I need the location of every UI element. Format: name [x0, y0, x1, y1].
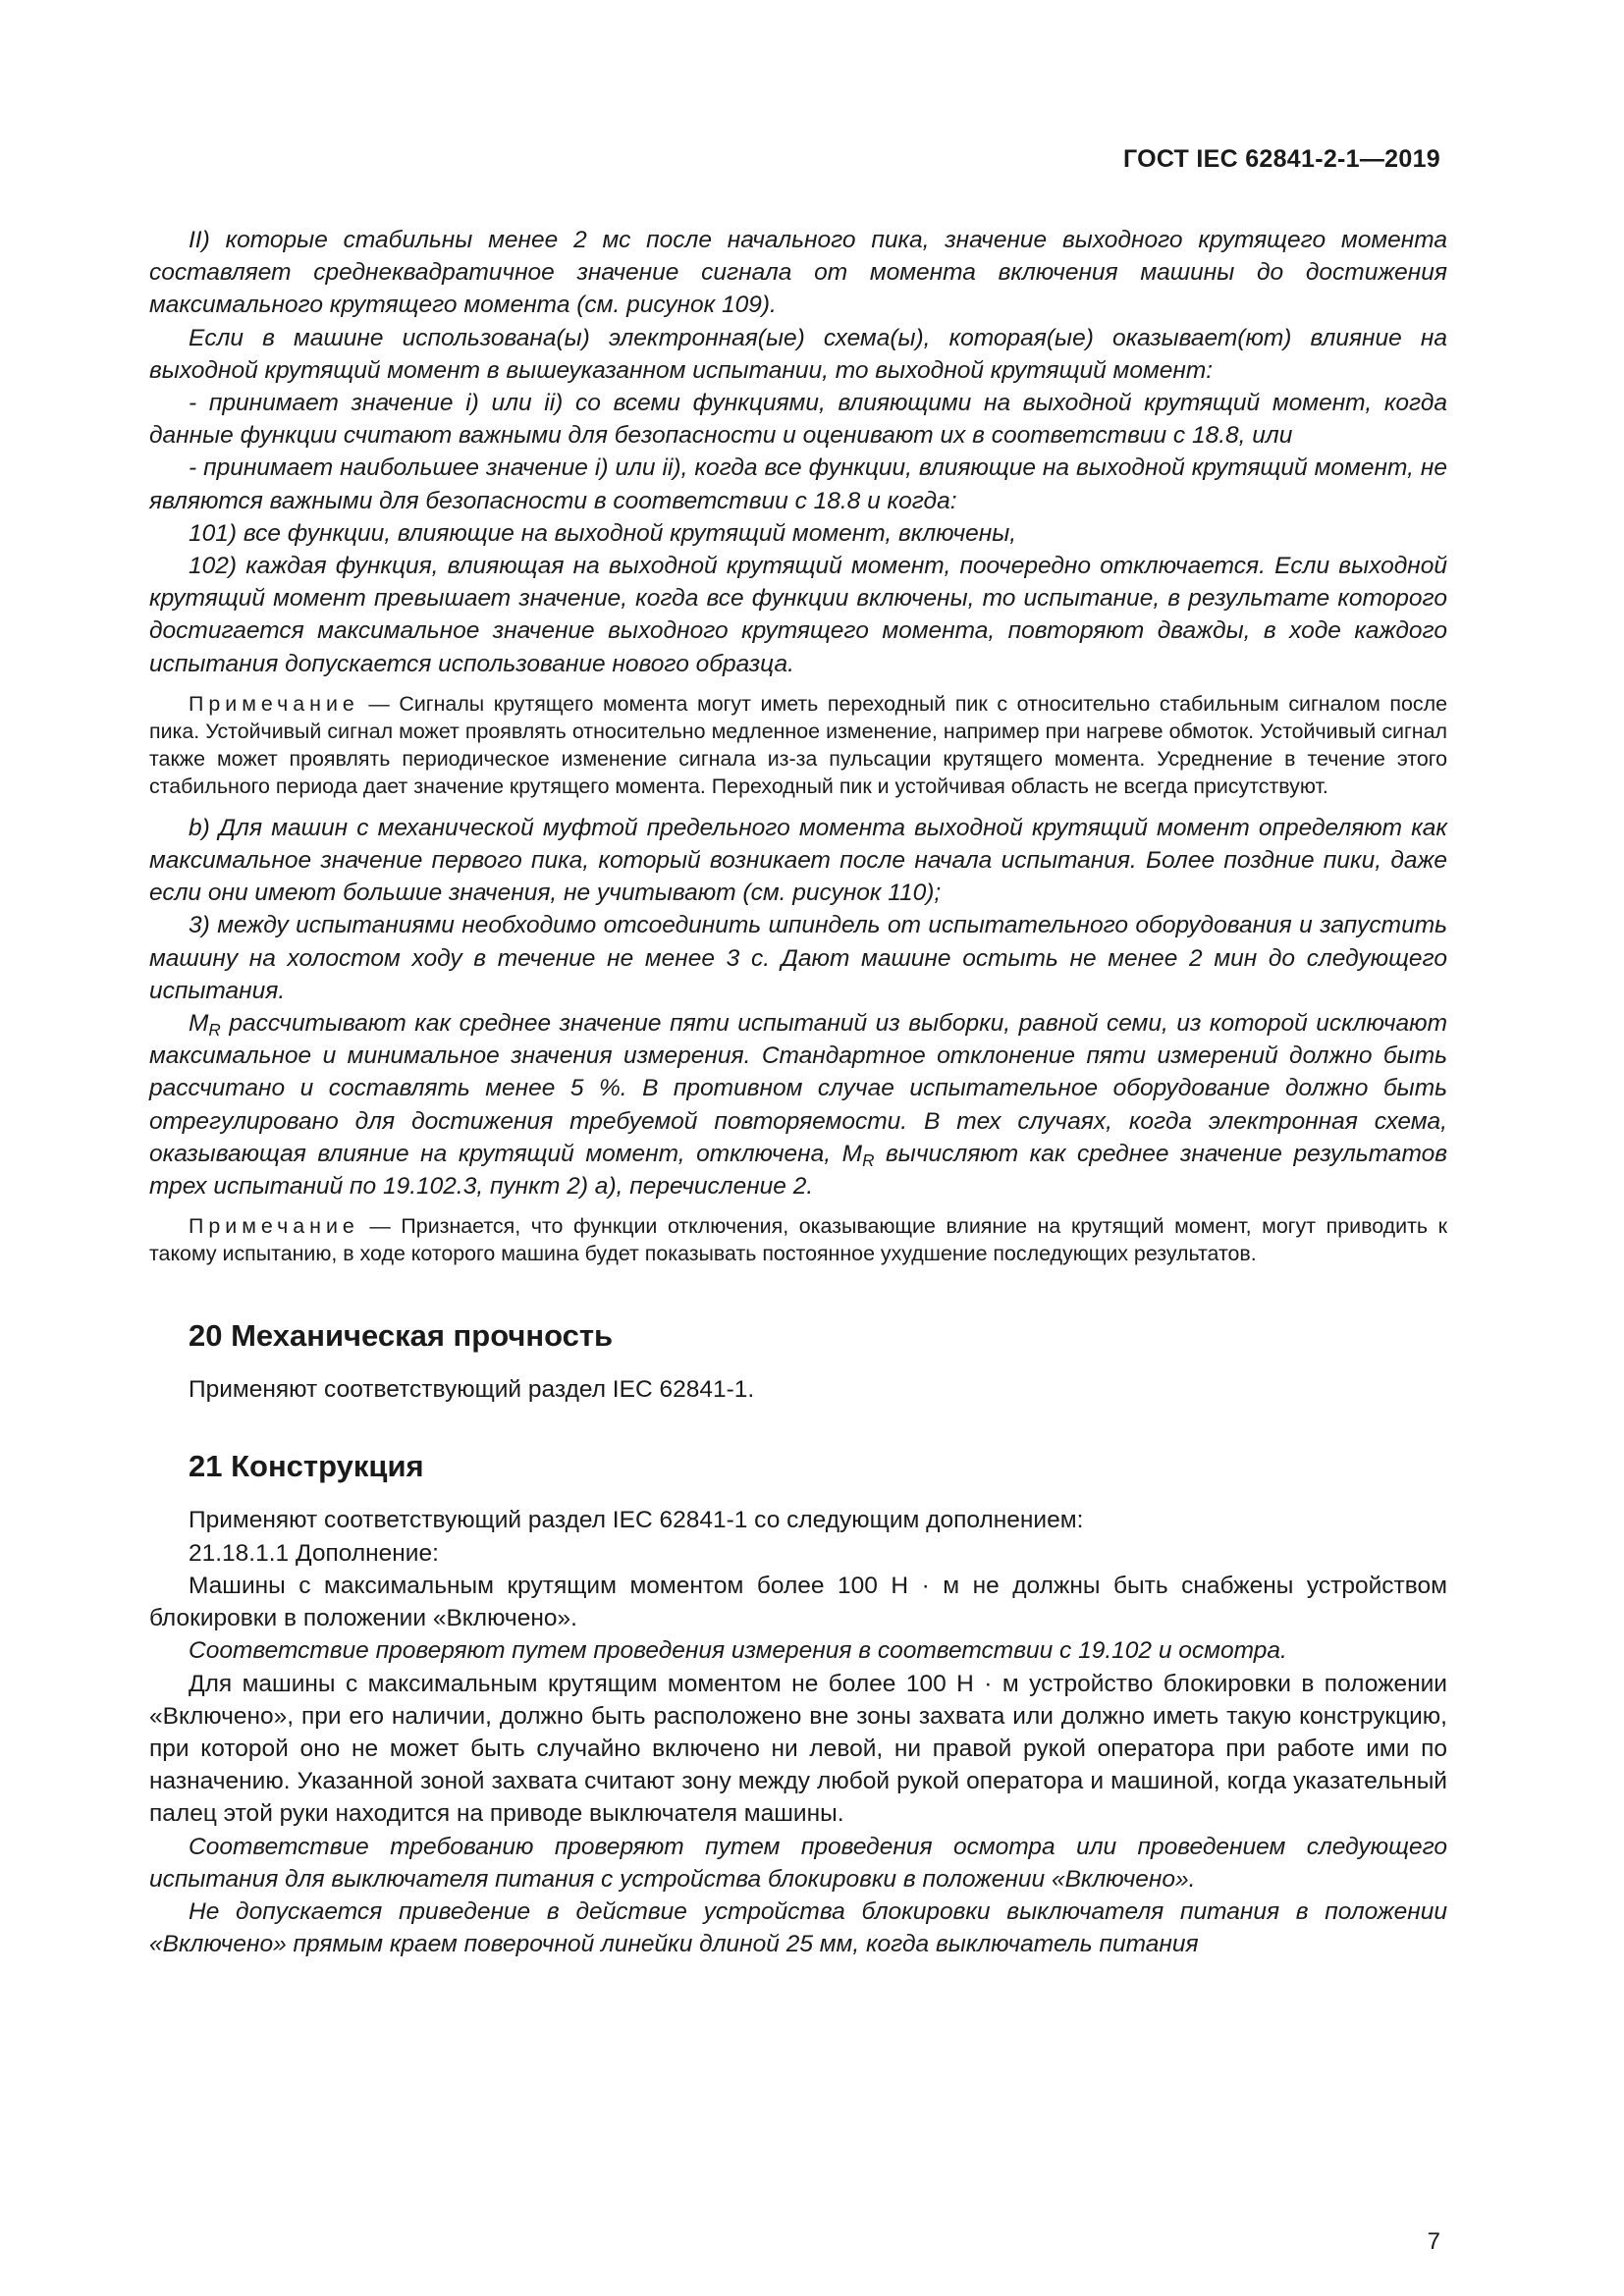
document-body [149, 224, 1447, 1960]
paragraph: 3) между испытаниями необходимо отсоединить шпиндель от испытательного оборудования и запустить машину на холостом ходу в течение не менее 3 с. Дают машине остыть не менее 2 мин до следующего испытания. [149, 912, 1447, 1004]
paragraph: Для машины с максимальным крутящим моментом не более 100 Н · м устройство блокировки в положении «Включено», при его наличии, должно быть расположено вне зоны захвата или должно иметь такую конструкцию, при которой оно не может быть случайно включено ни левой, ни правой рукой оператора при работе ими по назначению. Указанной зоной захвата считают зону между любой рукой оператора и машиной, когда указательный палец этой руки находится на приводе выключателя машины. [149, 1670, 1447, 1828]
paragraph: Машины с максимальным крутящим моментом более 100 Н · м не должны быть снабжены устройством блокировки в положении «Включено». [149, 1572, 1447, 1632]
paragraph: Соответствие требованию проверяют путем проведения осмотра или проведением следующего испытания для выключателя питания с устройства блокировки в положении «Включено». [149, 1833, 1447, 1893]
document-header: ГОСТ IEC 62841-2-1—2019 [1122, 145, 1440, 173]
paragraph: Применяют соответствующий раздел IEC 62841-1. [189, 1376, 755, 1404]
symbol-subscript: R [862, 1149, 875, 1170]
paragraph-text: рассчитывают как среднее значение пяти испытаний из выборки, равной семи, из которой исключают максимальное и минимальное значения измерения. Стандартное отклонение пяти измерений должно быть рассчитано и составлять менее 5 %. В противном случае испытательное оборудование должно быть отрегулировано для достижения требуемой повторяемости. В тех случаях, когда электронная схема, оказывающая влияние на крутящий момент, отключена, [149, 1010, 1447, 1167]
symbol: M [841, 1140, 863, 1167]
paragraph-text: вычисляют как среднее значение результатов трех испытаний по 19.102.3, пункт 2) а), перечисление 2. [149, 1140, 1447, 1201]
paragraph: Соответствие проверяют путем проведения измерения в соответствии с 19.102 и осмотра. [189, 1637, 1287, 1665]
note [149, 690, 1447, 800]
note-text: — Сигналы крутящего момента могут иметь переходный пик с относительно стабильным сигналом после пика. Устойчивый сигнал может проявлять относительно медленное изменение, например при нагреве обмоток. Устойчивый сигнал также может проявлять периодическое изменение сигнала из-за пульсации крутящего момента. Усреднение в течение этого стабильного периода дает значение крутящего момента. Переходный пик и устойчивая область не всегда присутствуют. [149, 691, 1447, 798]
list-item: - принимает значение i) или ii) со всеми функциями, влияющими на выходной крутящий момент, когда данные функции считают важными для безопасности и оценивают их в соответствии с 18.8, или [149, 390, 1447, 450]
paragraph: Применяют соответствующий раздел IEC 62841-1 со следующим дополнением: [189, 1507, 1084, 1534]
note-label: Примечание [189, 1214, 359, 1239]
note-text: — Признается, что функции отключения, оказывающие влияние на крутящий момент, могут приводить к такому испытанию, в ходе которого машина будет показывать постоянное ухудшение последующих результатов. [149, 1214, 1447, 1266]
list-item: 102) каждая функция, влияющая на выходной крутящий момент, поочередно отключается. Если выходной крутящий момент превышает значение, когда все функции включены, то испытание, в результате которого достигается максимальное значение выходного крутящего момента, повторяют дважды, в ходе каждого испытания допускается использование нового образца. [149, 553, 1447, 677]
paragraph: b) Для машин с механической муфтой предельного момента выходной крутящий момент определяют как максимальное значение первого пика, который возникает после начала испытания. Более поздние пики, даже если они имеют большие значения, не учитывают (см. рисунок 110); [149, 814, 1447, 907]
list-item: 101) все функции, влияющие на выходной крутящий момент, включены, [189, 519, 1017, 547]
paragraph: Не допускается приведение в действие устройства блокировки выключателя питания в положении «Включено» прямым краем поверочной линейки длиной 25 мм, когда выключатель питания [149, 1897, 1447, 1958]
section-title: 21 Конструкция [189, 1449, 424, 1484]
note [149, 1212, 1447, 1267]
symbol-subscript: R [208, 1020, 221, 1041]
paragraph: Если в машине использована(ы) электронная(ые) схема(ы), которая(ые) оказывает(ют) влияние на выходной крутящий момент в вышеуказанном испытании, то выходной крутящий момент: [149, 324, 1447, 384]
symbol: M [189, 1010, 209, 1038]
page-number: 7 [1427, 2228, 1440, 2255]
section-title: 20 Механическая прочность [189, 1318, 614, 1354]
clause-number: 21.18.1.1 Дополнение: [189, 1539, 439, 1567]
note-label: Примечание [189, 691, 359, 716]
paragraph: II) которые стабильны менее 2 мс после начального пика, значение выходного крутящего момента составляет среднеквадратичное значение сигнала от момента включения машины до достижения максимального крутящего момента (см. рисунок 109). [149, 227, 1447, 319]
paragraph [149, 1007, 1447, 1202]
list-item: - принимает наибольшее значение i) или ii), когда все функции, влияющие на выходной крутящий момент, не являются важными для безопасности в соответствии с 18.8 и когда: [149, 454, 1447, 514]
